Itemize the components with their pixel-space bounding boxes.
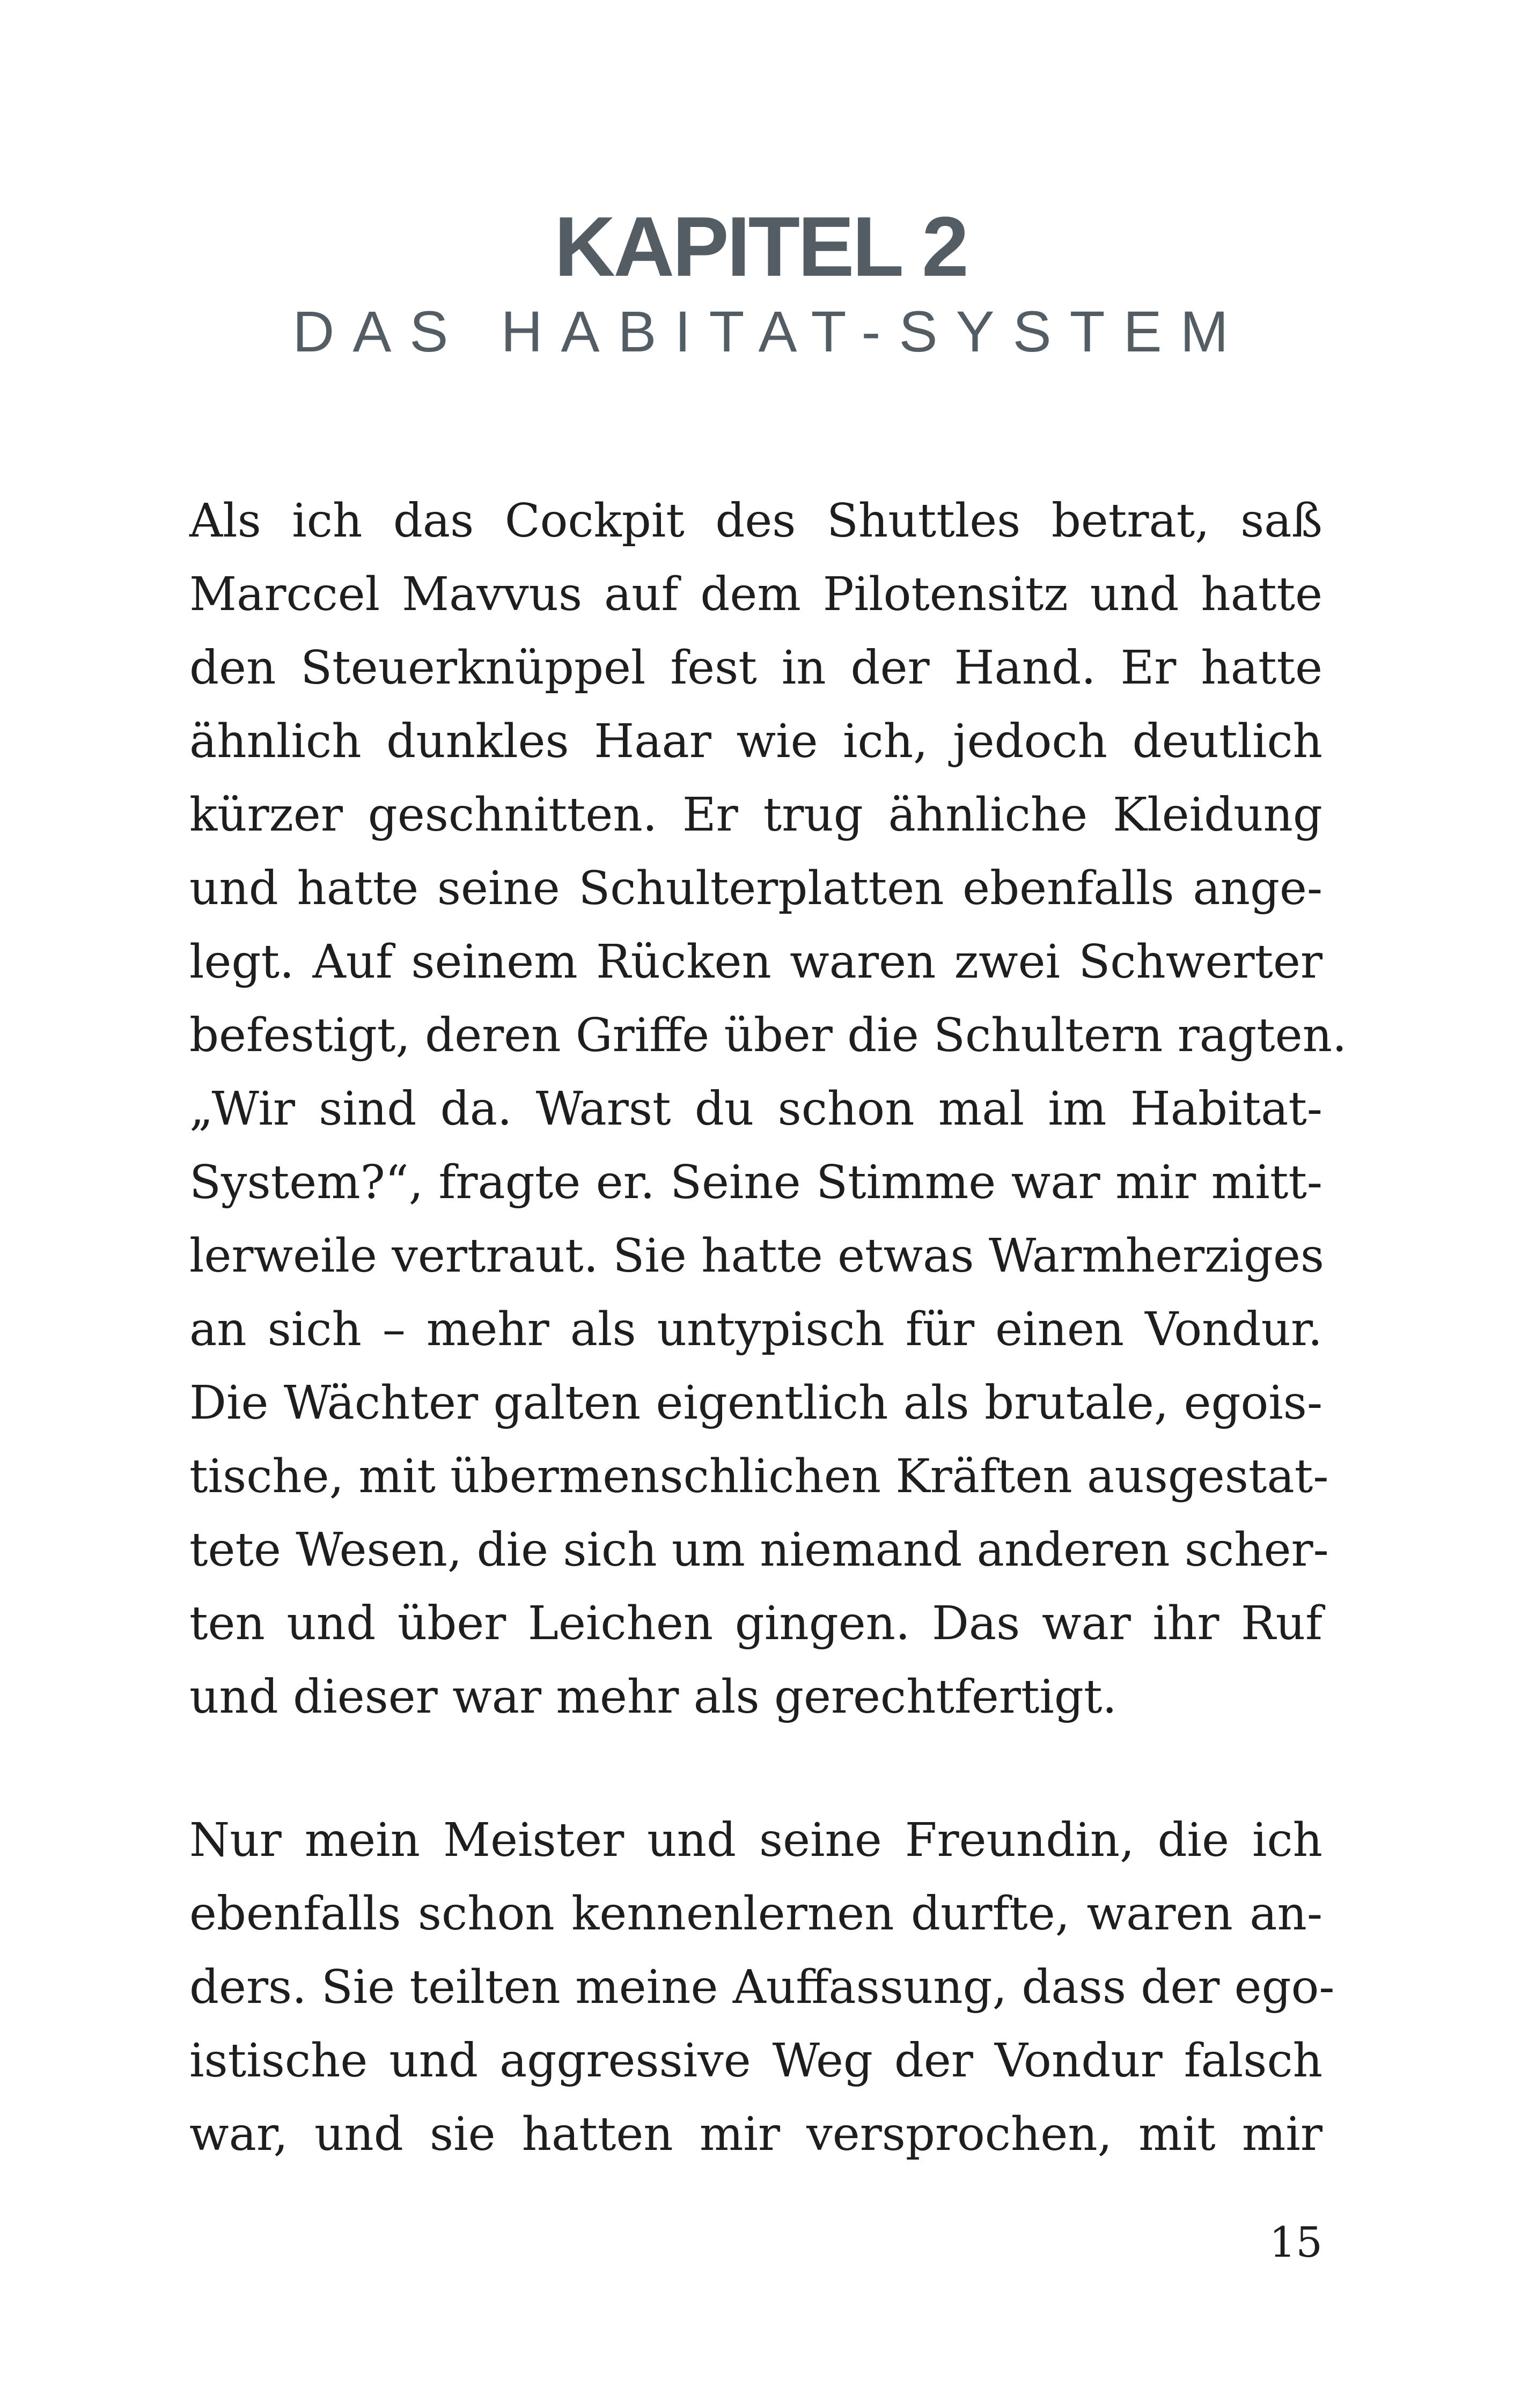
text-line: ähnlich dunkles Haar wie ich, jedoch deutlich bbox=[189, 715, 1322, 768]
text-line: kürzer geschnitten. Er trug ähnliche Kleidung bbox=[189, 788, 1322, 842]
chapter-number-heading: KAPITEL 2 bbox=[554, 200, 967, 294]
text-line: und dieser war mehr als gerechtfertigt. bbox=[189, 1670, 1117, 1724]
text-line: befestigt, deren Griffe über die Schultern ragten. bbox=[189, 1009, 1347, 1062]
text-line: ten und über Leichen gingen. Das war ihr Ruf bbox=[189, 1597, 1322, 1650]
text-line: ders. Sie teilten meine Auffassung, dass der ego- bbox=[189, 1961, 1335, 2014]
text-line: tische, mit übermenschlichen Kräften ausgestat- bbox=[189, 1450, 1329, 1503]
text-line: Als ich das Cockpit des Shuttles betrat, saß bbox=[189, 494, 1322, 548]
chapter-title: DAS HABITAT-SYSTEM bbox=[292, 299, 1247, 364]
text-line: Marccel Mavvus auf dem Pilotensitz und hatte bbox=[189, 568, 1322, 621]
text-line: tete Wesen, die sich um niemand anderen scher- bbox=[189, 1523, 1329, 1577]
text-line: „Wir sind da. Warst du schon mal im Habitat- bbox=[189, 1082, 1322, 1136]
text-line: den Steuerknüppel fest in der Hand. Er hatte bbox=[189, 641, 1322, 695]
text-line: Nur mein Meister und seine Freundin, die ich bbox=[189, 1814, 1322, 1867]
text-line: und hatte seine Schulterplatten ebenfalls ange- bbox=[189, 862, 1322, 915]
text-line: legt. Auf seinem Rücken waren zwei Schwerter bbox=[189, 935, 1322, 989]
text-line: war, und sie hatten mir versprochen, mit mir bbox=[189, 2108, 1322, 2161]
paragraph-2 bbox=[189, 1804, 1335, 2171]
text-line: System?“, fragte er. Seine Stimme war mir mitt- bbox=[189, 1156, 1322, 1209]
text-line: an sich – mehr als untypisch für einen Vondur. bbox=[189, 1303, 1322, 1356]
text-line: lerweile vertraut. Sie hatte etwas Warmherziges bbox=[189, 1229, 1325, 1283]
paragraph-1 bbox=[189, 484, 1347, 1734]
text-line: istische und aggressive Weg der Vondur falsch bbox=[189, 2034, 1322, 2088]
text-line: Die Wächter galten eigentlich als brutale, egois- bbox=[189, 1376, 1322, 1430]
page-number: 15 bbox=[1269, 2219, 1322, 2267]
text-line: ebenfalls schon kennenlernen durfte, waren an- bbox=[189, 1887, 1322, 1941]
